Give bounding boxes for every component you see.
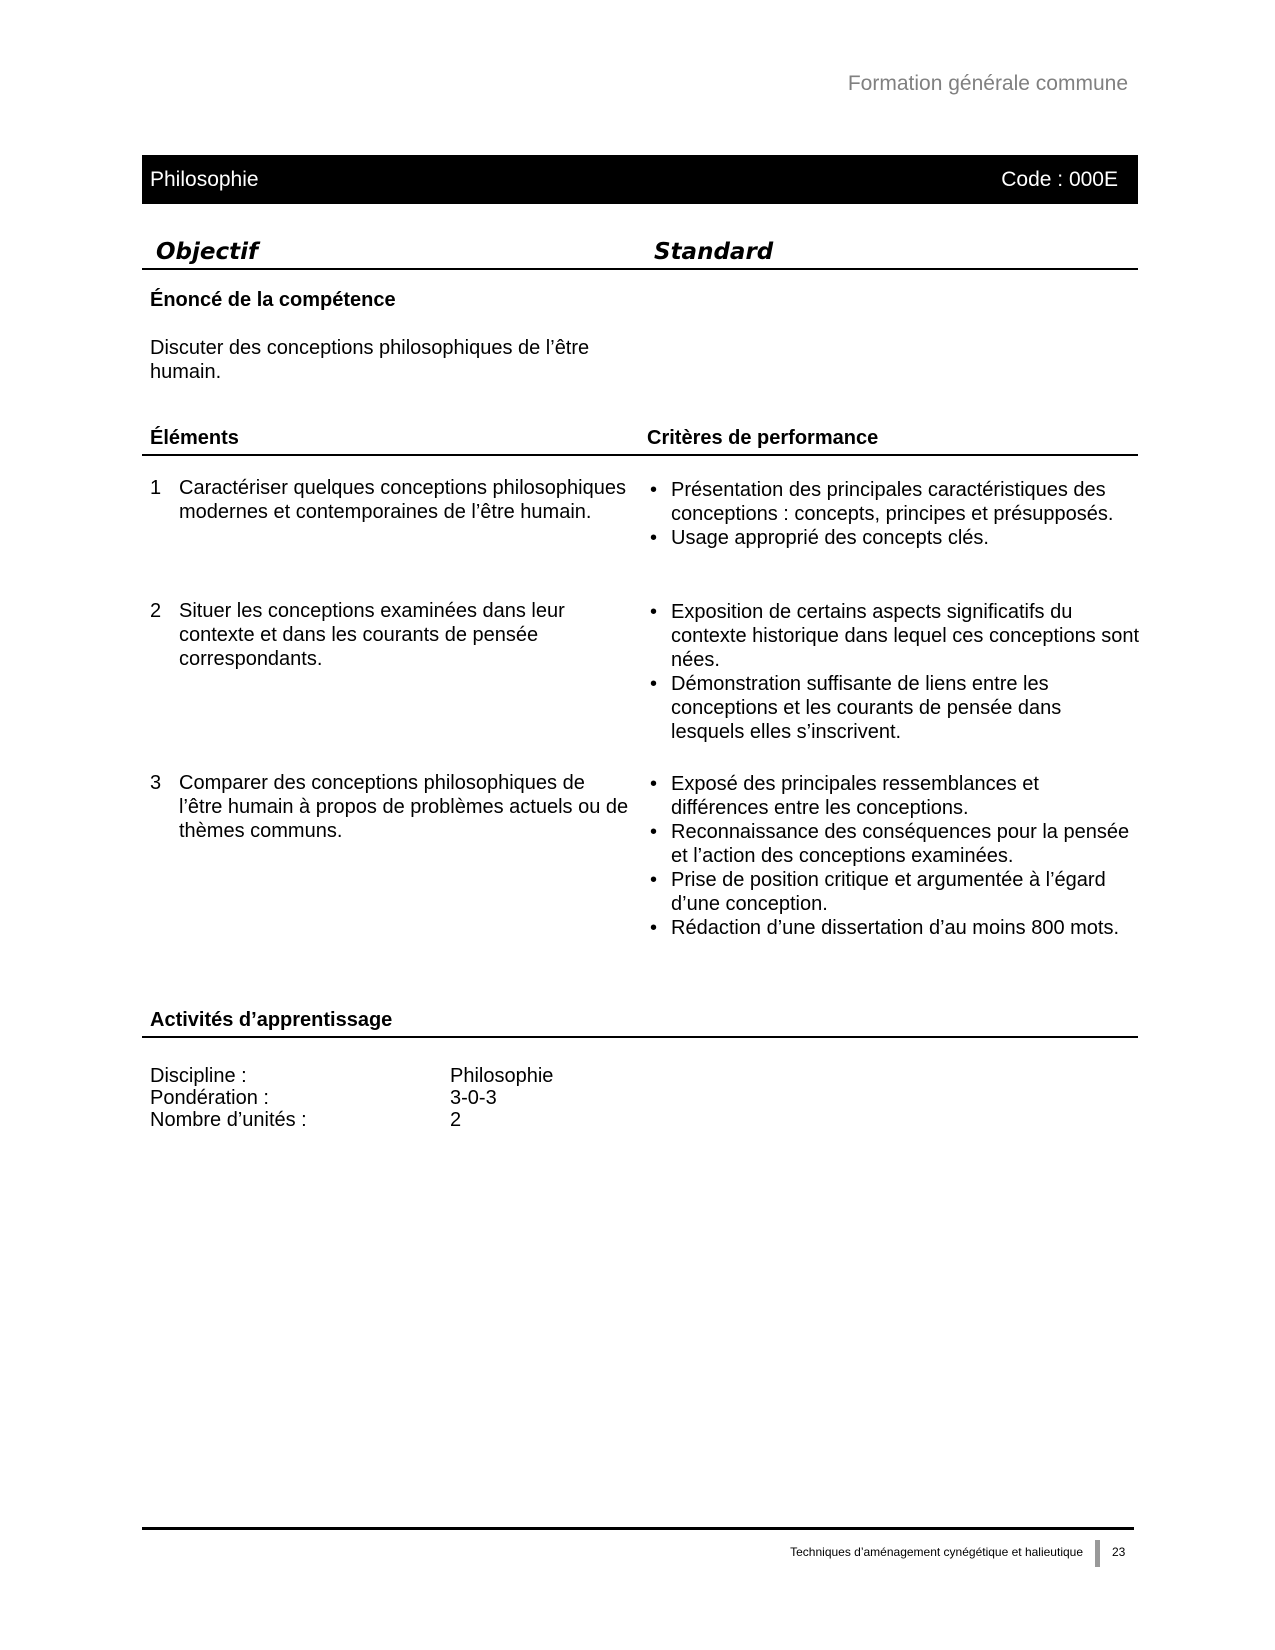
criterion-text: Rédaction d’une dissertation d’au moins 800 mots. bbox=[671, 917, 1120, 939]
ponderation-label: Pondération : bbox=[150, 1087, 269, 1109]
element-number: 1 bbox=[150, 477, 162, 499]
bullet-icon: • bbox=[650, 601, 658, 623]
criterion-text: Reconnaissance des conséquences pour la pensée et l’action des conceptions examinées. bbox=[671, 821, 1130, 867]
column-headings bbox=[142, 232, 1138, 270]
running-head: Formation générale commune bbox=[847, 72, 1128, 95]
page-number: 23 bbox=[1112, 1545, 1126, 1559]
element-text: Comparer des conceptions philosophiques de l’être humain à propos de problèmes actuels ou de thèmes communs. bbox=[179, 772, 629, 842]
criterion-item bbox=[650, 868, 1140, 916]
criterion-text: Présentation des principales caractéristiques des conceptions : concepts, principes et présupposés. bbox=[671, 479, 1114, 525]
elements-label: Éléments bbox=[150, 427, 239, 449]
unites-value: 2 bbox=[450, 1109, 462, 1131]
enonce-label: Énoncé de la compétence bbox=[150, 289, 396, 311]
criterion-item bbox=[650, 772, 1140, 820]
criteria-list bbox=[650, 600, 1140, 744]
criterion-item bbox=[650, 820, 1140, 868]
criterion-text: Démonstration suffisante de liens entre les conceptions et les courants de pensée dans lesquels elles s’inscrivent. bbox=[671, 673, 1062, 743]
bullet-icon: • bbox=[650, 869, 658, 891]
course-code: Code : 000E bbox=[1001, 167, 1118, 191]
criterion-text: Prise de position critique et argumentée à l’égard d’une conception. bbox=[671, 869, 1106, 915]
criteres-label: Critères de performance bbox=[647, 427, 879, 449]
ponderation-value: 3-0-3 bbox=[450, 1087, 497, 1109]
unites-label: Nombre d’unités : bbox=[150, 1109, 307, 1131]
criterion-item bbox=[650, 672, 1140, 744]
standard-heading: Standard bbox=[654, 239, 774, 265]
criterion-text: Exposition de certains aspects significatifs du contexte historique dans lequel ces conceptions sont nées. bbox=[671, 601, 1140, 671]
element-text: Caractériser quelques conceptions philosophiques modernes et contemporaines de l’être humain. bbox=[179, 477, 626, 523]
activites-label: Activités d’apprentissage bbox=[150, 1009, 393, 1031]
footer-divider bbox=[1095, 1540, 1100, 1567]
element-number: 2 bbox=[150, 600, 162, 622]
bullet-icon: • bbox=[650, 917, 658, 939]
element-number: 3 bbox=[150, 772, 162, 794]
criteria-list bbox=[650, 772, 1140, 940]
criterion-item bbox=[650, 478, 1140, 526]
enonce-text: Discuter des conceptions philosophiques de l’être humain. bbox=[150, 337, 590, 383]
criterion-item bbox=[650, 526, 1140, 550]
course-title: Philosophie bbox=[150, 167, 259, 191]
activites-rule bbox=[142, 1036, 1138, 1038]
criterion-text: Usage approprié des concepts clés. bbox=[671, 527, 989, 549]
discipline-label: Discipline : bbox=[150, 1065, 247, 1087]
bullet-icon: • bbox=[650, 821, 658, 843]
objectif-heading: Objectif bbox=[156, 239, 259, 265]
bullet-icon: • bbox=[650, 527, 658, 549]
discipline-value: Philosophie bbox=[450, 1065, 554, 1087]
course-title-bar bbox=[142, 155, 1138, 204]
bullet-icon: • bbox=[650, 773, 658, 795]
section-rule bbox=[142, 454, 1138, 456]
element-text: Situer les conceptions examinées dans leur contexte et dans les courants de pensée correspondants. bbox=[179, 600, 565, 670]
criterion-text: Exposé des principales ressemblances et différences entre les conceptions. bbox=[671, 773, 1039, 819]
bullet-icon: • bbox=[650, 479, 658, 501]
criteria-list bbox=[650, 478, 1140, 550]
footer-document-title: Techniques d’aménagement cynégétique et halieutique bbox=[790, 1545, 1083, 1559]
criterion-item bbox=[650, 600, 1140, 672]
footer-rule bbox=[142, 1527, 1134, 1530]
criterion-item bbox=[650, 916, 1140, 940]
bullet-icon: • bbox=[650, 673, 658, 695]
